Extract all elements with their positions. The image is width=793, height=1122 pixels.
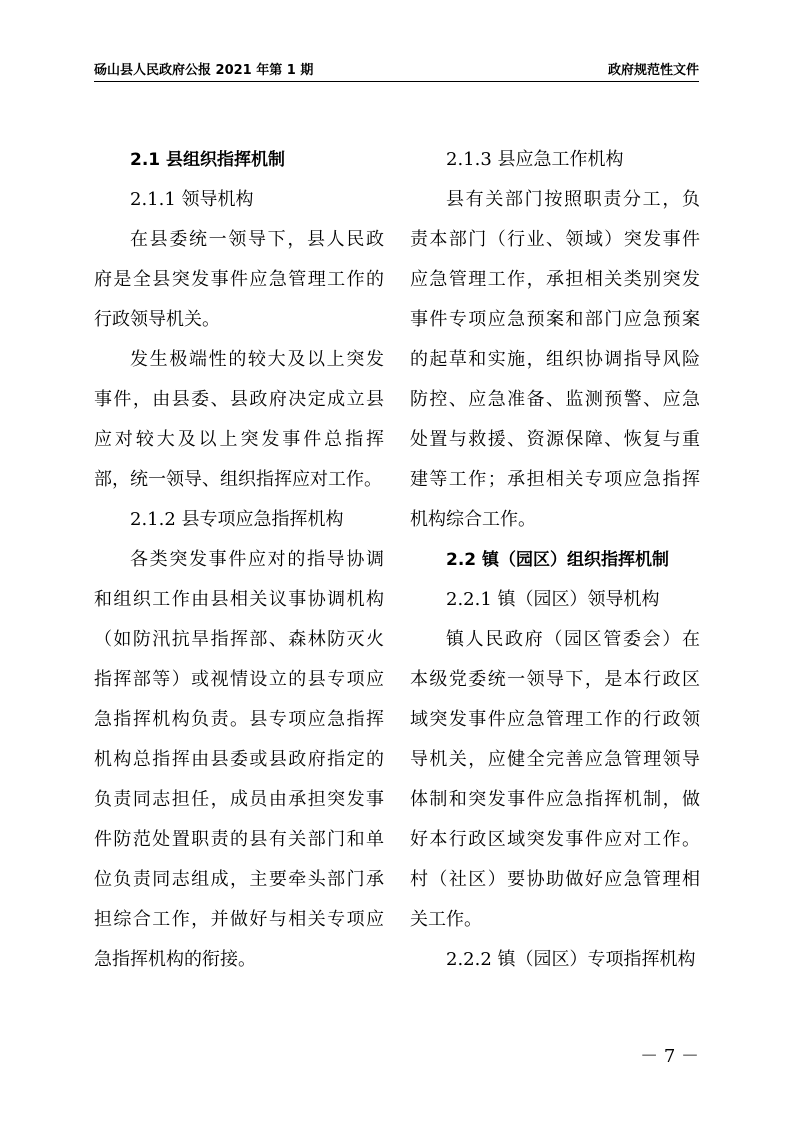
text-line: 县有关部门按照职责分工，负 [446, 189, 700, 210]
bulletin-title: 砀山县人民政府公报 2021 年第 1 期 [94, 63, 314, 78]
text-line: 体制和突发事件应急指挥机制，做 [410, 789, 700, 810]
text-line: 应急管理工作，承担相关类别突发 [410, 269, 700, 290]
text-line: 件防范处置职责的县有关部门和单 [94, 829, 384, 850]
text-line: 关工作。 [410, 909, 482, 930]
text-line: 部，统一领导、组织指挥应对工作。 [94, 469, 382, 490]
text-line: 急指挥机构负责。县专项应急指挥 [94, 709, 384, 730]
text-line: 急指挥机构的衔接。 [94, 949, 256, 970]
subsection-heading: 2.1.1 领导机构 [130, 189, 254, 210]
text-line: 发生极端性的较大及以上突发 [130, 349, 384, 370]
text-line: 镇人民政府（园区管委会）在 [446, 629, 700, 650]
text-line: 本级党委统一领导下，是本行政区 [410, 669, 700, 690]
text-line: 各类突发事件应对的指导协调 [130, 549, 384, 570]
text-line: 村（社区）要协助做好应急管理相 [410, 869, 700, 890]
section-heading: 2.2 镇（园区）组织指挥机制 [446, 550, 670, 570]
text-line: 机构总指挥由县委或县政府指定的 [94, 749, 384, 770]
text-line: 处置与救援、资源保障、恢复与重 [410, 429, 700, 450]
section-label: 政府规范性文件 [607, 63, 699, 78]
text-line: 府是全县突发事件应急管理工作的 [94, 269, 384, 290]
text-line: 位负责同志组成，主要牵头部门承 [94, 869, 384, 890]
text-line: 担综合工作，并做好与相关专项应 [94, 909, 384, 930]
text-line: 域突发事件应急管理工作的行政领 [410, 709, 700, 730]
text-line: 行政领导机关。 [94, 309, 220, 330]
text-line: 导机关，应健全完善应急管理领导 [410, 749, 700, 770]
left-column [94, 140, 384, 980]
text-line: 责本部门（行业、领域）突发事件 [410, 229, 700, 250]
text-line: 的起草和实施，组织协调指导风险 [410, 349, 700, 370]
subsection-heading: 2.1.3 县应急工作机构 [446, 149, 624, 170]
text-line: （如防汛抗旱指挥部、森林防灭火 [94, 629, 384, 650]
text-line: 事件专项应急预案和部门应急预案 [410, 309, 700, 330]
text-line: 防控、应急准备、监测预警、应急 [410, 389, 700, 410]
section-heading: 2.1 县组织指挥机制 [130, 150, 286, 170]
page-header [94, 57, 699, 79]
text-line: 指挥部等）或视情设立的县专项应 [94, 669, 384, 690]
text-line: 在县委统一领导下，县人民政 [130, 229, 384, 250]
header-rule [94, 81, 699, 82]
text-line: 好本行政区域突发事件应对工作。 [410, 829, 700, 850]
right-column [410, 140, 700, 980]
text-line: 建等工作；承担相关专项应急指挥 [410, 469, 700, 490]
text-line: 事件，由县委、县政府决定成立县 [94, 389, 384, 410]
text-line: 和组织工作由县相关议事协调机构 [94, 589, 384, 610]
subsection-heading: 2.1.2 县专项应急指挥机构 [130, 509, 344, 530]
text-line: 负责同志担任，成员由承担突发事 [94, 789, 384, 810]
subsection-heading: 2.2.1 镇（园区）领导机构 [446, 589, 660, 610]
subsection-heading: 2.2.2 镇（园区）专项指挥机构 [446, 949, 696, 970]
page-number: － 7 － [640, 1046, 699, 1067]
text-line: 机构综合工作。 [410, 509, 536, 530]
text-line: 应对较大及以上突发事件总指挥 [94, 429, 384, 450]
